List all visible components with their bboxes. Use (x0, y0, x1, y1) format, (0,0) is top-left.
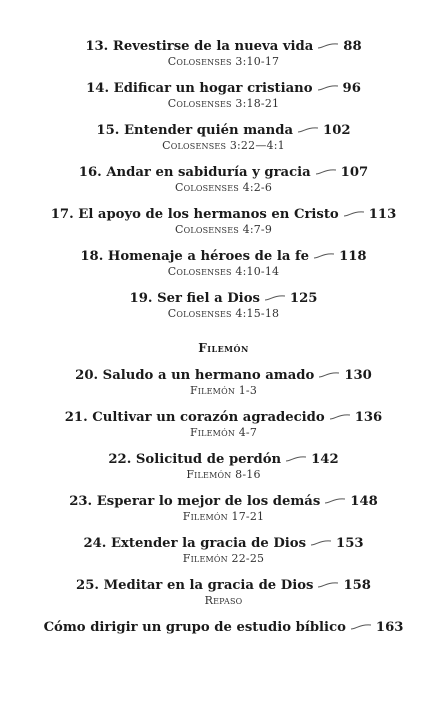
toc-entry-21 (0, 409, 447, 440)
table-of-contents (0, 38, 447, 647)
entry-reference: Colosenses 3:18-21 (167, 97, 280, 110)
toc-entry-18 (0, 248, 447, 279)
toc-entry-20 (0, 367, 447, 398)
toc-entry-25 (0, 577, 447, 608)
toc-entry-16 (0, 164, 447, 195)
entry-reference: Filemón 8-16 (186, 468, 261, 481)
entry-title: Cómo dirigir un grupo de estudio bíblico (43, 620, 346, 635)
entry-page: 153 (336, 536, 364, 551)
entry-reference: Colosenses 4:7-9 (174, 223, 273, 236)
section-heading: Filemón (198, 341, 249, 355)
toc-entry-22 (0, 451, 447, 482)
swash-ornament-icon (343, 206, 365, 223)
entry-title: 18. Homenaje a héroes de la fe (80, 249, 310, 264)
entry-page: 96 (342, 81, 361, 96)
swash-ornament-icon (285, 451, 307, 468)
entry-title: 17. El apoyo de los hermanos en Cristo (50, 207, 339, 222)
swash-ornament-icon (317, 577, 339, 594)
entry-page: 163 (375, 620, 404, 635)
swash-ornament-icon (315, 164, 337, 181)
entry-title: 21. Cultivar un corazón agradecido (64, 410, 325, 425)
entry-page: 118 (339, 249, 367, 264)
swash-ornament-icon (317, 38, 339, 55)
swash-ornament-icon (329, 409, 351, 426)
entry-title: 22. Solicitud de perdón (108, 452, 282, 467)
entry-reference: Filemón 4-7 (189, 426, 258, 439)
entry-title: 24. Extender la gracia de Dios (83, 536, 307, 551)
entry-title: 14. Edificar un hogar cristiano (86, 81, 313, 96)
entry-page: 102 (323, 123, 351, 138)
entry-reference: Colosenses 4:10-14 (167, 265, 280, 278)
entry-title: 19. Ser fiel a Dios (129, 291, 260, 306)
toc-entry-19 (0, 290, 447, 321)
toc-entry-17 (0, 206, 447, 237)
entry-page: 88 (343, 39, 362, 54)
toc-entry-24 (0, 535, 447, 566)
entry-title: 25. Meditar en la gracia de Dios (76, 578, 314, 593)
entry-title: 15. Entender quién manda (96, 123, 294, 138)
entry-title: 20. Saludo a un hermano amado (75, 368, 315, 383)
entry-page: 107 (340, 165, 369, 180)
swash-ornament-icon (297, 122, 319, 139)
entry-reference: Repaso (204, 594, 243, 607)
entry-reference: Filemón 17-21 (182, 510, 265, 523)
entry-page: 125 (289, 291, 318, 306)
entry-reference: Colosenses 4:15-18 (167, 307, 280, 320)
swash-ornament-icon (264, 290, 286, 307)
swash-ornament-icon (350, 619, 372, 636)
entry-reference: Filemón 22-25 (182, 552, 265, 565)
entry-title: 23. Esperar lo mejor de los demás (69, 494, 321, 509)
entry-page: 113 (368, 207, 397, 222)
entry-page: 148 (350, 494, 378, 509)
entry-page: 142 (311, 452, 339, 467)
toc-entry-23 (0, 493, 447, 524)
entry-title: 16. Andar en sabiduría y gracia (78, 165, 311, 180)
entry-reference: Colosenses 3:22—4:1 (162, 139, 285, 152)
swash-ornament-icon (313, 248, 335, 265)
swash-ornament-icon (317, 80, 339, 97)
swash-ornament-icon (318, 367, 340, 384)
swash-ornament-icon (310, 535, 332, 552)
entry-page: 158 (343, 578, 371, 593)
entry-page: 136 (354, 410, 383, 425)
entry-reference: Colosenses 3:10-17 (167, 55, 280, 68)
toc-entry-13 (0, 38, 447, 69)
swash-ornament-icon (324, 493, 346, 510)
entry-reference: Colosenses 4:2-6 (174, 181, 273, 194)
toc-entry-15 (0, 122, 447, 153)
entry-reference: Filemón 1-3 (189, 384, 258, 397)
toc-entry-study-guide (0, 619, 447, 636)
toc-entry-14 (0, 80, 447, 111)
entry-page: 130 (344, 368, 372, 383)
entry-title: 13. Revestirse de la nueva vida (85, 39, 314, 54)
